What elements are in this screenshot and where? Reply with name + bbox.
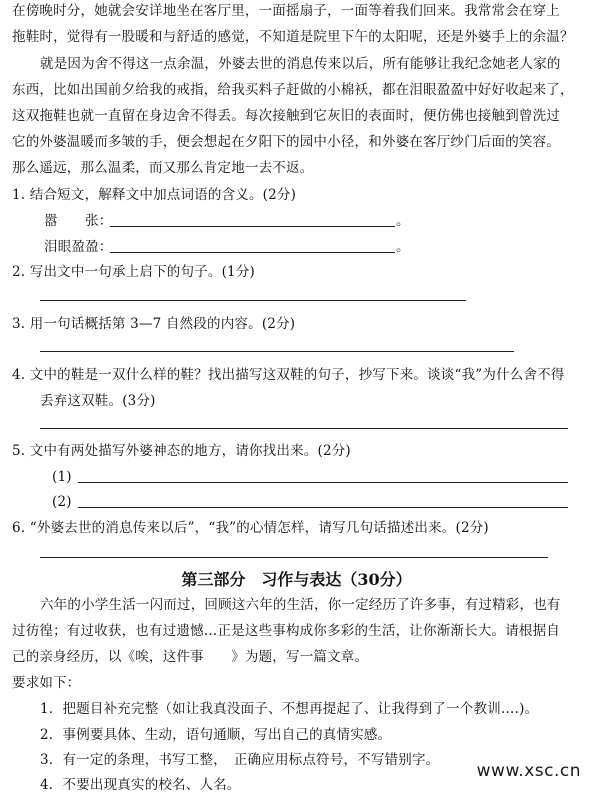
watermark: www.xsc.cn — [476, 761, 581, 781]
question-3: 3. 用一句话概括第 3—7 自然段的内容。(2分) — [12, 316, 296, 332]
question-5-item-1: (1) — [52, 469, 72, 485]
passage-line-6: 它的外婆温暖而多皱的手，便会想起在夕阳下的园中小径，和外婆在客厅纱门后面的笑容。 — [12, 134, 560, 150]
answer-line-2[interactable] — [40, 300, 466, 301]
answer-line-1a[interactable] — [110, 226, 395, 227]
answer-line-4[interactable] — [40, 428, 568, 429]
answer-line-6[interactable] — [40, 557, 548, 558]
passage-line-4: 东西，比如出国前夕给我的戒指，给我买料子赶做的小棉袄，都在泪眼盈盈中好好收起来了， — [12, 82, 574, 98]
passage-line-3: 就是因为舍不得这一点余温，外婆去世的消息传来以后，所有能够让我纪念她老人家的 — [40, 56, 561, 72]
question-1-term-2: 泪眼盈盈： — [44, 239, 113, 255]
question-5: 5. 文中有两处描写外婆神态的地方，请你找出来。(2分) — [12, 443, 351, 459]
part-3-line-1: 六年的小学生活一闪而过，回顾这六年的生活，你一定经历了许多事，有过精彩，也有 — [40, 597, 561, 613]
question-6: 6. “外婆去世的消息传来以后”，“我”的心情怎样，请写几句话描述出来。(2分) — [12, 520, 489, 536]
answer-line-3[interactable] — [40, 351, 514, 352]
answer-line-5b[interactable] — [78, 507, 568, 508]
part-3-title: 第三部分 习作与表达（30分） — [181, 570, 412, 589]
question-5-item-2: (2) — [52, 494, 72, 510]
question-4-line-1: 4. 文中的鞋是一双什么样的鞋？找出描写这双鞋的句子，抄写下来。谈谈“我”为什么舍不得 — [12, 367, 565, 383]
answer-line-1b[interactable] — [110, 252, 395, 253]
passage-line-2: 拖鞋时，觉得有一股暖和与舒适的感觉，不知道是院里下午的太阳呢，还是外婆手上的余温？ — [12, 29, 574, 45]
requirement-4: 4．不要出现真实的校名、人名。 — [40, 777, 241, 793]
answer-line-5a[interactable] — [78, 482, 568, 483]
question-2: 2. 写出文中一句承上启下的句子。(1分) — [12, 264, 255, 280]
requirement-3: 3．有一定的条理，书写工整， 正确应用标点符号，不写错别字。 — [40, 752, 440, 768]
question-1: 1. 结合短文，解释文中加点词语的含义。(2分) — [12, 187, 297, 203]
part-3-line-2: 过彷徨；有过收获，也有过遗憾…正是这些事构成你多彩的生活，让你渐渐长大。请根据自 — [12, 623, 560, 639]
question-4-line-2: 丢弃这双鞋。(3分) — [40, 393, 156, 409]
question-1-end-1: 。 — [396, 213, 410, 229]
requirement-1: 1．把题目补充完整（如让我真没面子、不想再提起了、让我得到了一个教训….)。 — [40, 701, 539, 717]
passage-line-7: 那么遥远，那么温柔，而又那么肯定地一去不返。 — [12, 160, 314, 176]
question-1-end-2: 。 — [396, 239, 410, 255]
part-3-line-3: 己的亲身经历，以《唉，这件事 》为题，写一篇文章。 — [12, 649, 369, 665]
requirements-title: 要求如下： — [12, 675, 81, 691]
passage-line-1: 在傍晚时分，她就会安详地坐在客厅里，一面摇扇子，一面等着我们回来。我常常会在穿上 — [12, 3, 560, 19]
passage-line-5: 这双拖鞋也就一直留在身边舍不得丢。每次接触到它灰旧的表面时，便仿佛也接触到曾洗过 — [12, 108, 560, 124]
question-1-term-1: 嚣 张： — [44, 213, 113, 229]
requirement-2: 2．事例要具体、生动，语句通顺，写出自己的真情实感。 — [40, 727, 392, 743]
